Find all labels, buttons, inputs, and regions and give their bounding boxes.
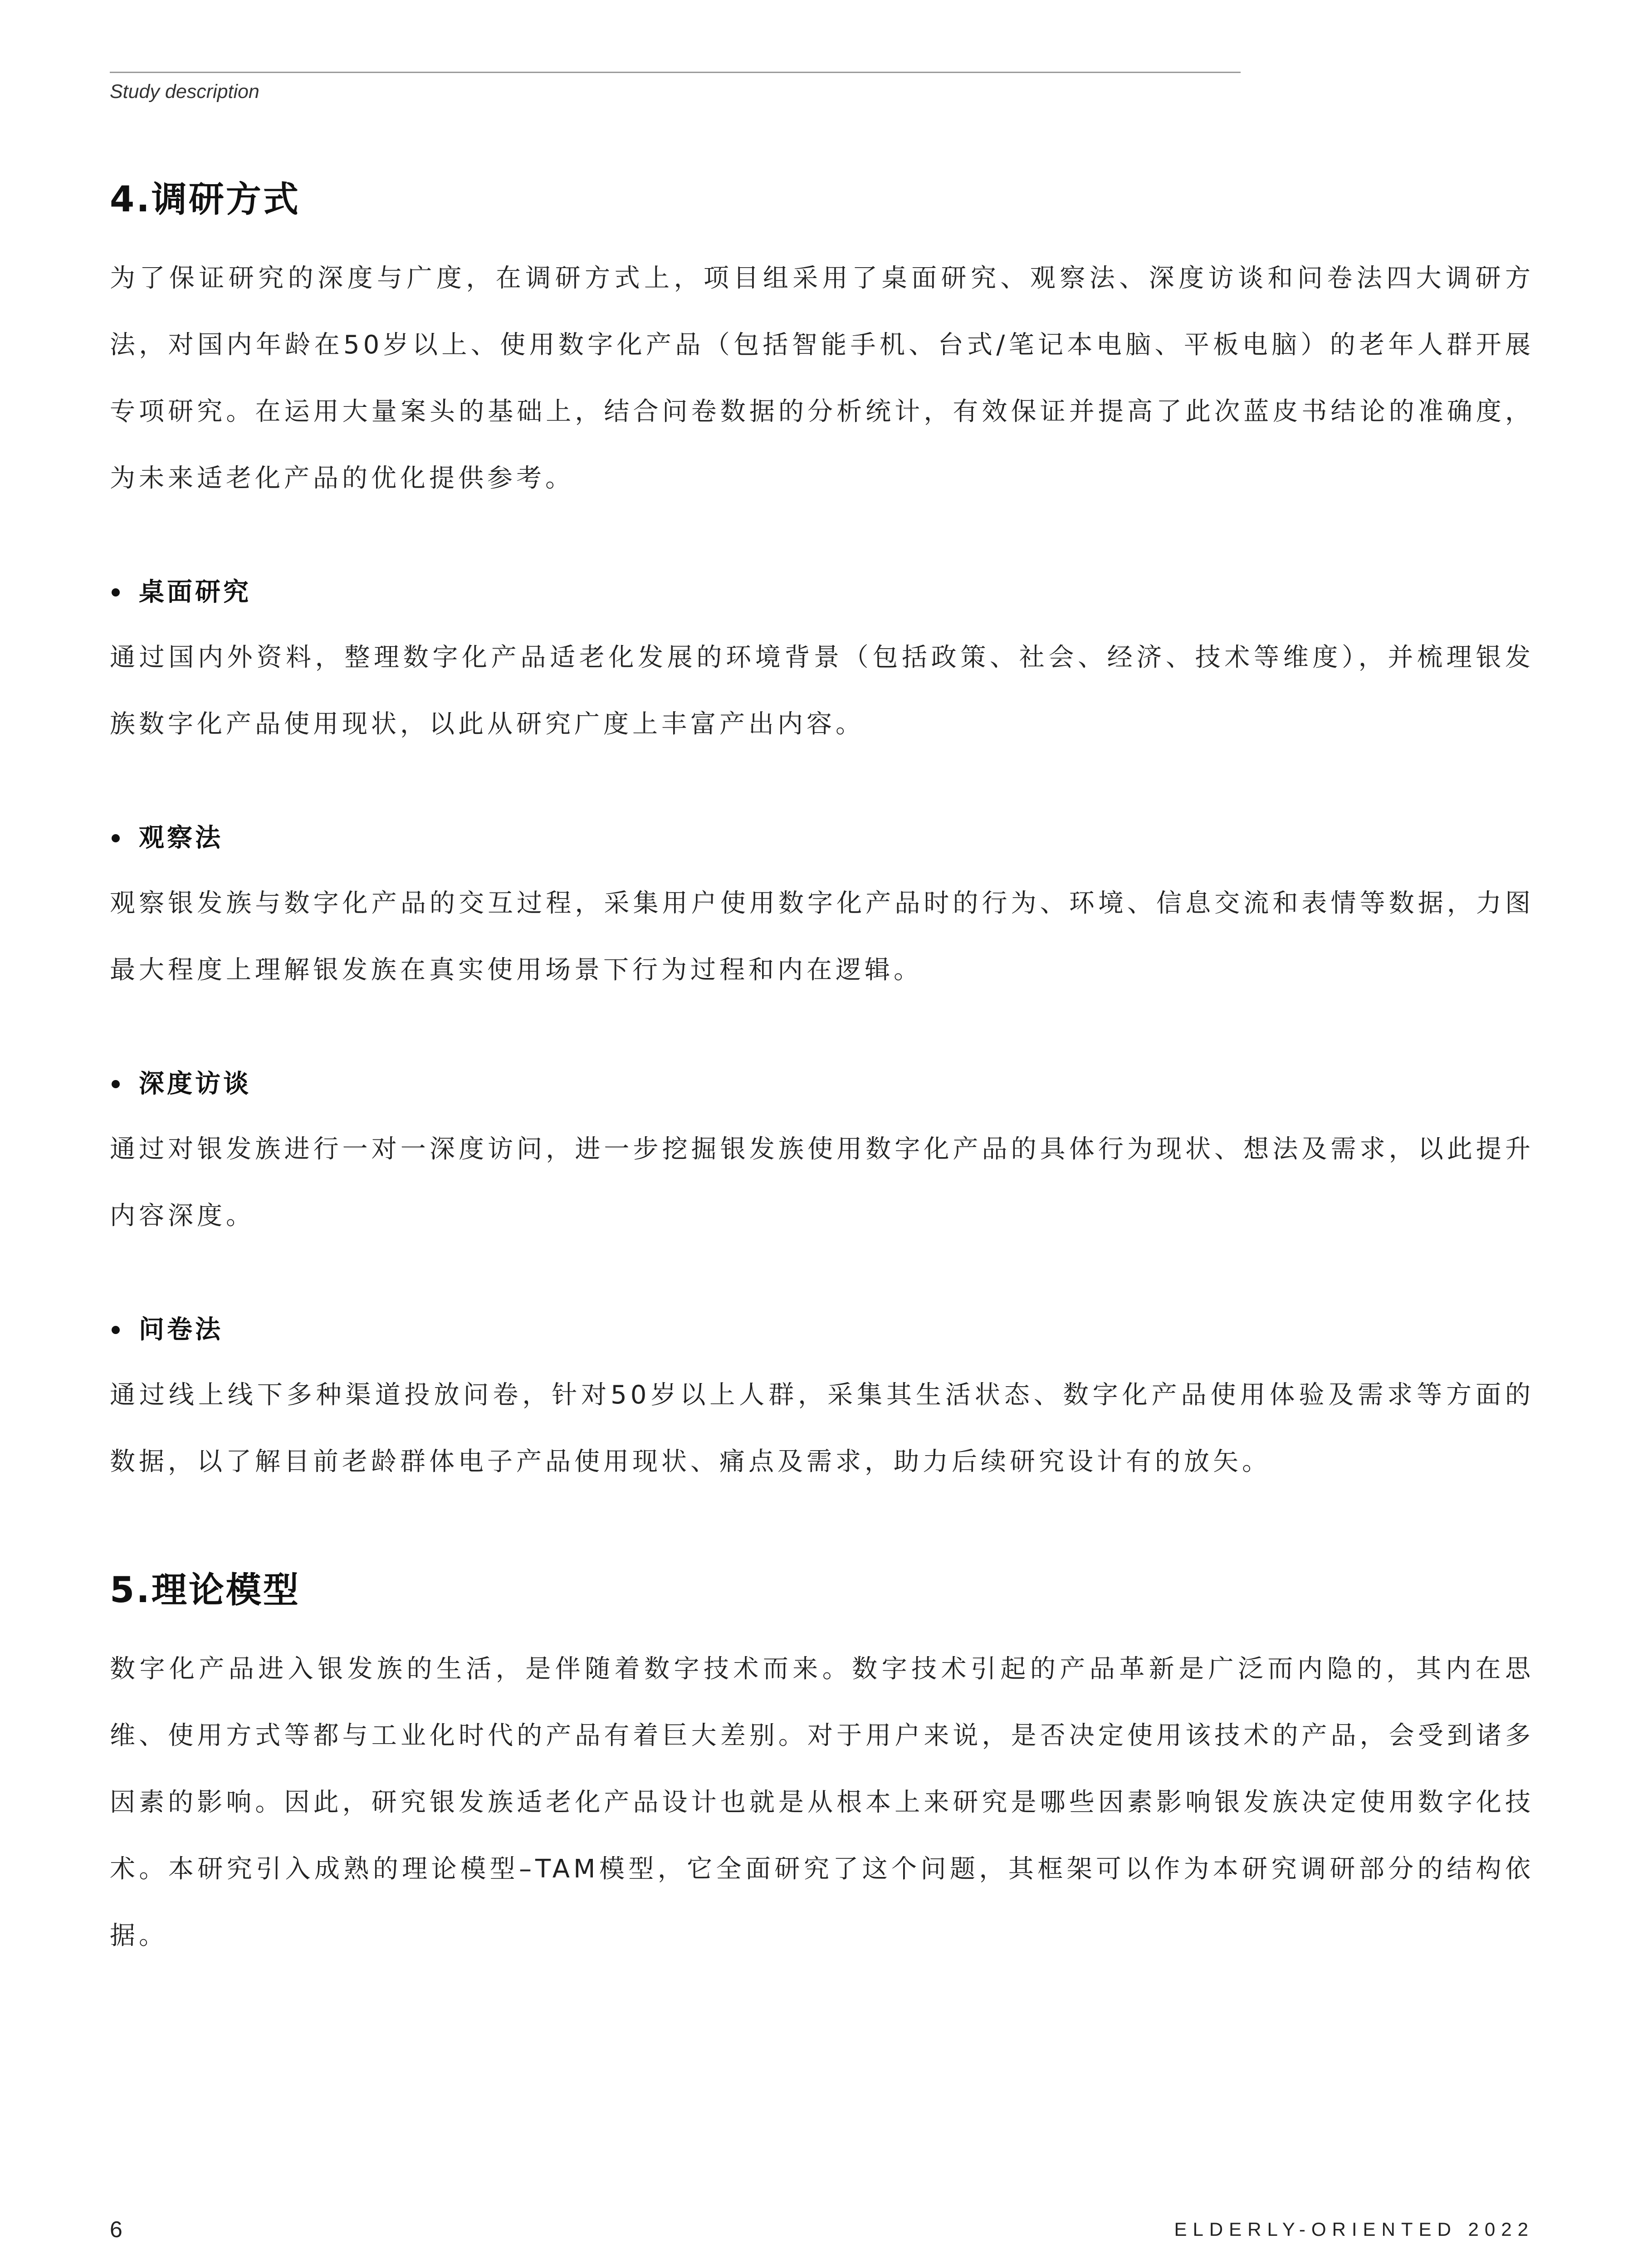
method-observation: [110, 811, 1534, 1003]
bullet-icon: [112, 588, 120, 596]
theoretical-model-text: 数字化产品进入银发族的生活，是伴随着数字技术而来。数字技术引起的产品革新是广泛而内隐的，其内在思维、使用方式等都与工业化时代的产品有着巨大差别。对于用户来说，是否决定使用该技术的产品，会受到诸多因素的影响。因此，研究银发族适老化产品设计也就是从根本上来研究是哪些因素影响银发族决定使用数字化技术。本研究引入成熟的理论模型–TAM模型，它全面研究了这个问题，其框架可以作为本研究调研部分的结构依据。: [110, 1654, 1534, 1950]
page-number: 6: [110, 2217, 122, 2242]
header-rule: [110, 72, 1241, 73]
research-methods-intro: 为了保证研究的深度与广度，在调研方式上，项目组采用了桌面研究、观察法、深度访谈和问卷法四大调研方法，对国内年龄在50岁以上、使用数字化产品（包括智能手机、台式/笔记本电脑、平板电脑）的老年人群开展专项研究。在运用大量案头的基础上，结合问卷数据的分析统计，有效保证并提高了此次蓝皮书结论的准确度，为未来适老化产品的优化提供参考。: [110, 264, 1534, 493]
method-text-in-depth-interview: 通过对银发族进行一对一深度访问，进一步挖掘银发族使用数字化产品的具体行为现状、想法及需求，以此提升内容深度。: [110, 1134, 1534, 1231]
method-title-desk-research: 桌面研究: [139, 577, 251, 607]
page-content: [110, 172, 1534, 1969]
bullet-icon: [112, 834, 120, 842]
section-theoretical-model: [110, 1563, 1534, 1969]
running-head: Study description: [110, 81, 259, 103]
bullet-icon: [112, 1080, 120, 1088]
section-research-methods: [110, 172, 1534, 1495]
method-text-questionnaire: 通过线上线下多种渠道投放问卷，针对50岁以上人群，采集其生活状态、数字化产品使用体验及需求等方面的数据，以了解目前老龄群体电子产品使用现状、痛点及需求，助力后续研究设计有的放矢。: [110, 1380, 1534, 1476]
method-title-questionnaire: 问卷法: [139, 1315, 223, 1344]
bullet-icon: [112, 1326, 120, 1334]
footer-brand: ELDERLY-ORIENTED 2022: [1174, 2219, 1534, 2240]
section-title-research-methods: 4.调研方式: [110, 179, 300, 220]
method-desk-research: [110, 565, 1534, 758]
section-title-theoretical-model: 5.理论模型: [110, 1570, 300, 1611]
method-in-depth-interview: [110, 1057, 1534, 1249]
method-text-observation: 观察银发族与数字化产品的交互过程，采集用户使用数字化产品时的行为、环境、信息交流和表情等数据，力图最大程度上理解银发族在真实使用场景下行为过程和内在逻辑。: [110, 889, 1534, 985]
method-questionnaire: [110, 1303, 1534, 1495]
method-text-desk-research: 通过国内外资料，整理数字化产品适老化发展的环境背景（包括政策、社会、经济、技术等维度），并梳理银发族数字化产品使用现状，以此从研究广度上丰富产出内容。: [110, 643, 1534, 739]
method-title-in-depth-interview: 深度访谈: [139, 1069, 251, 1099]
method-title-observation: 观察法: [139, 823, 223, 853]
